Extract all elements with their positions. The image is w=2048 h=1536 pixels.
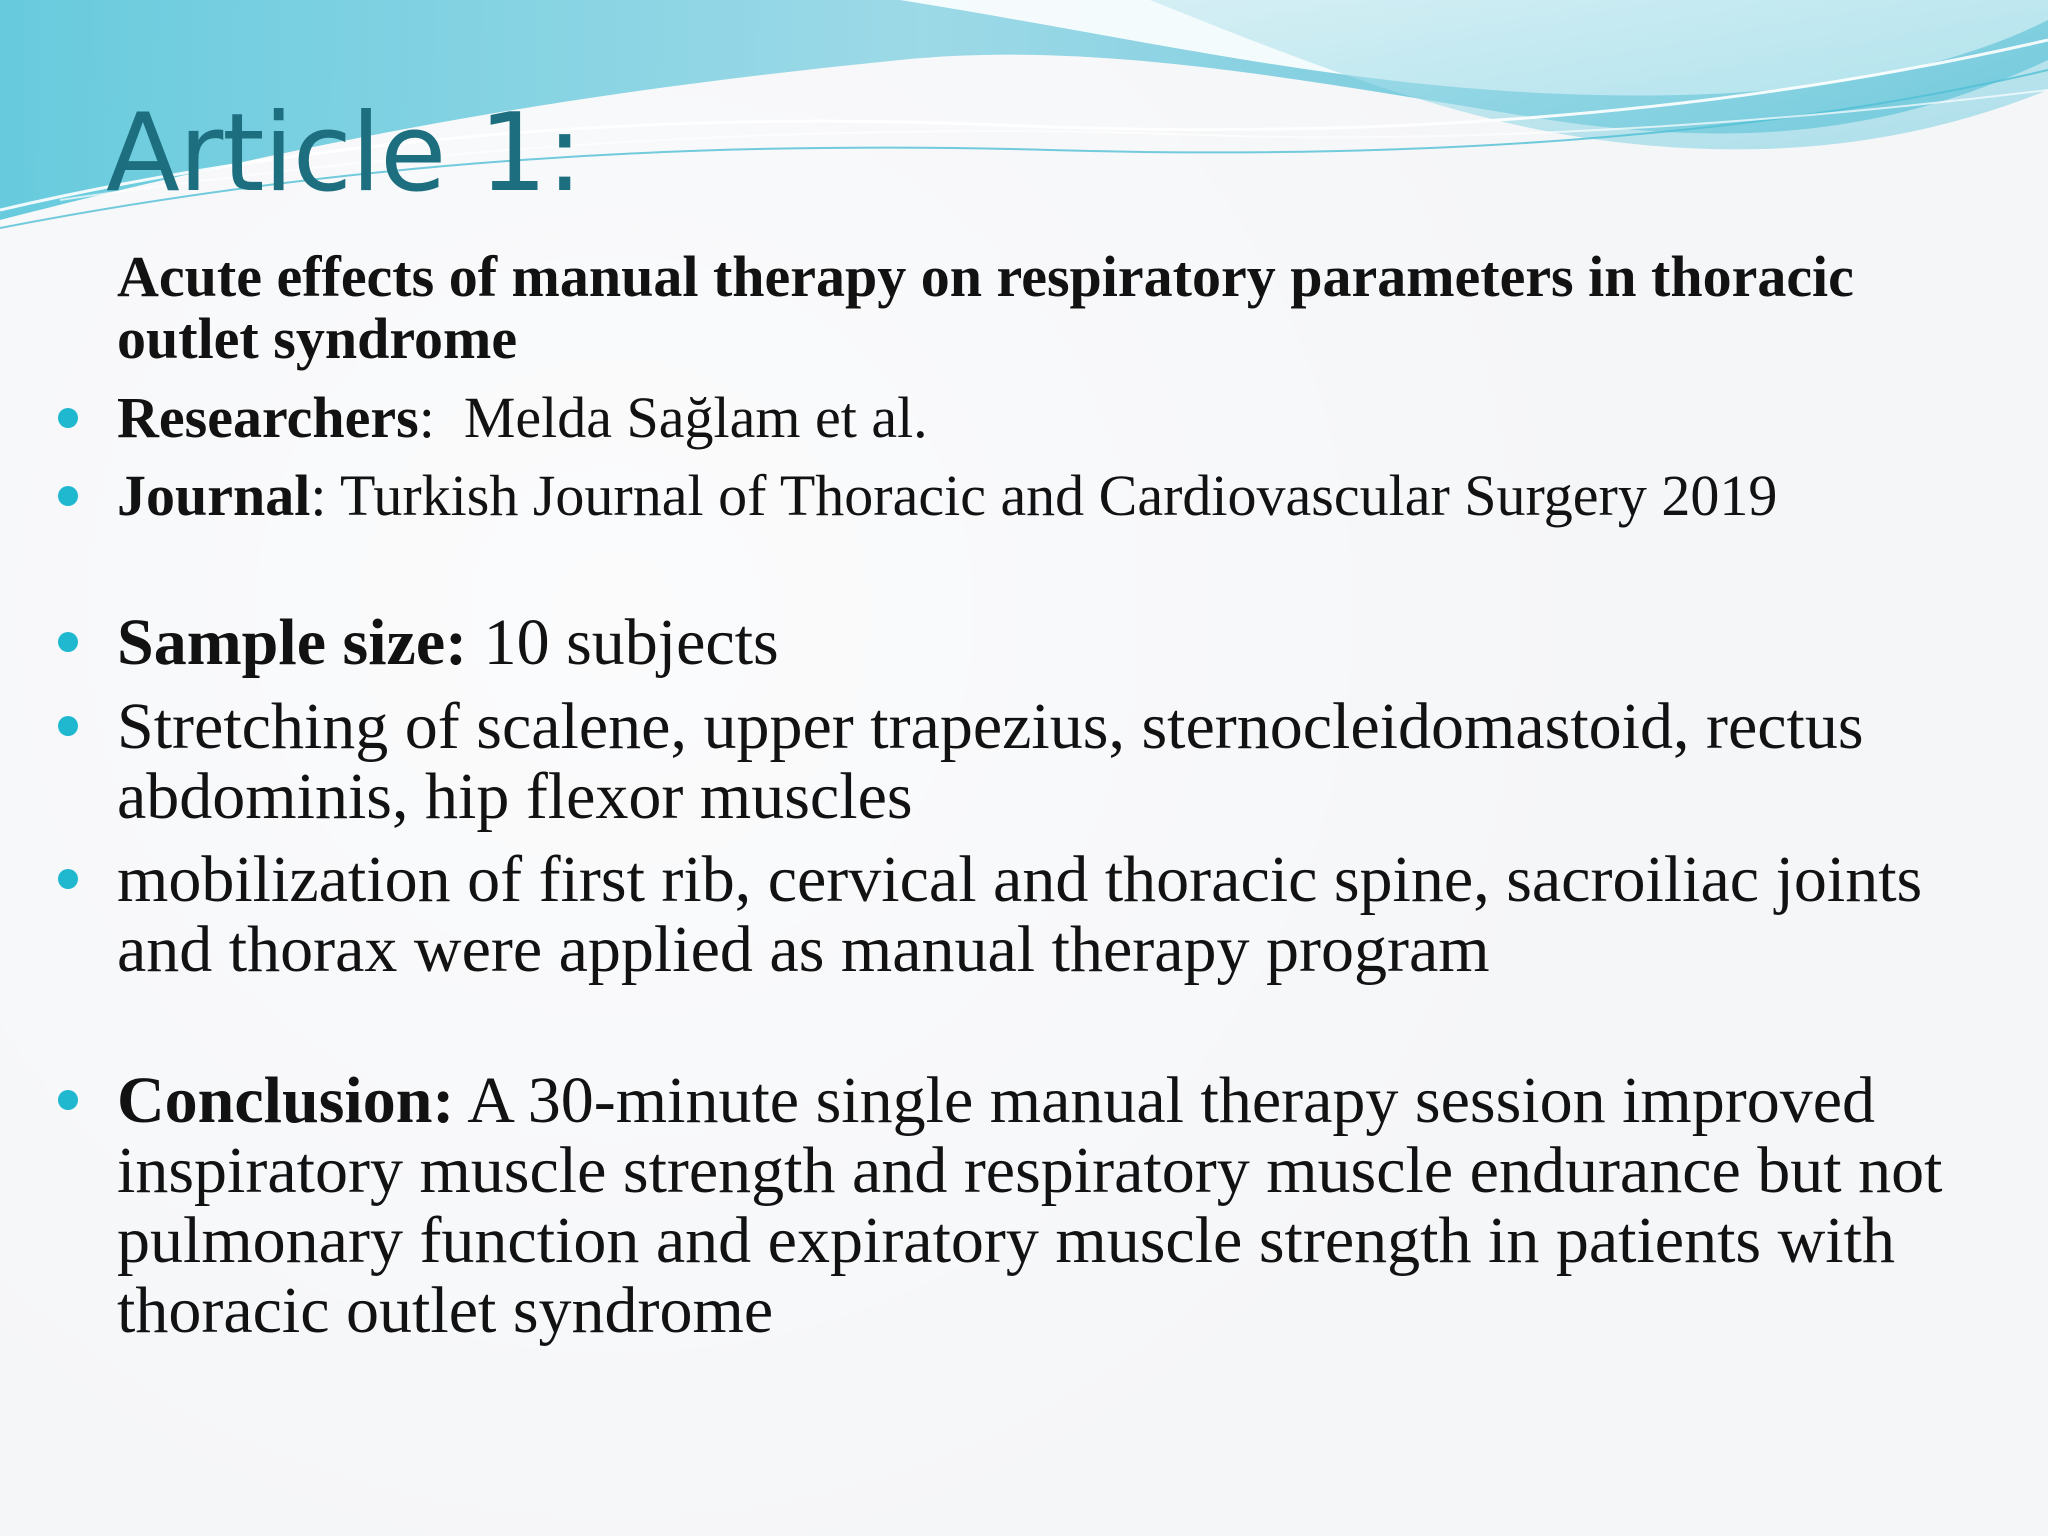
bullet-text: A 30-minute single manual therapy session improved inspiratory muscle strength and respiratory muscle endurance but not pulmonary function and expiratory muscle strength in patients with thoracic outlet syndrome	[117, 1064, 1943, 1347]
bullet-stretching	[117, 692, 1997, 832]
bullet-label: Conclusion:	[117, 1064, 455, 1137]
bullet-dot-icon	[58, 408, 78, 428]
article-title: Acute effects of manual therapy on respiratory parameters in thoracic outlet syndrome	[117, 244, 1854, 371]
bullet-dot-icon	[58, 716, 78, 736]
bullet-text: mobilization of first rib, cervical and thoracic spine, sacroiliac joints and thorax were applied as manual therapy program	[117, 843, 1923, 986]
bullet-dot-icon	[58, 1090, 78, 1110]
bullet-mobilization	[117, 845, 1997, 985]
bullet-label: Journal	[117, 463, 311, 528]
bullet-text: Turkish Journal of Thoracic and Cardiovascular Surgery 2019	[339, 463, 1778, 528]
bullet-dot-icon	[58, 869, 78, 889]
bullet-text: Melda Sağlam et al.	[463, 385, 928, 450]
bullet-separator: :	[310, 463, 340, 528]
bullet-sample-size	[117, 608, 1997, 678]
bullet-dot-icon	[58, 632, 78, 652]
bullet-separator	[467, 606, 484, 679]
bullet-dot-icon	[58, 486, 78, 506]
bullet-label: Sample size:	[117, 606, 468, 679]
bullet-journal	[117, 464, 1997, 528]
bullet-label: Researchers	[117, 385, 419, 450]
bullet-conclusion	[117, 1066, 1997, 1346]
bullet-text: Stretching of scalene, upper trapezius, sternocleidomastoid, rectus abdominis, hip flexor muscles	[117, 690, 1864, 833]
bullet-separator	[454, 1064, 467, 1137]
bullet-separator: :	[418, 385, 464, 450]
bullet-researchers	[117, 386, 1997, 450]
bullet-text: 10 subjects	[483, 606, 779, 679]
slide-title: Article 1:	[106, 91, 582, 216]
